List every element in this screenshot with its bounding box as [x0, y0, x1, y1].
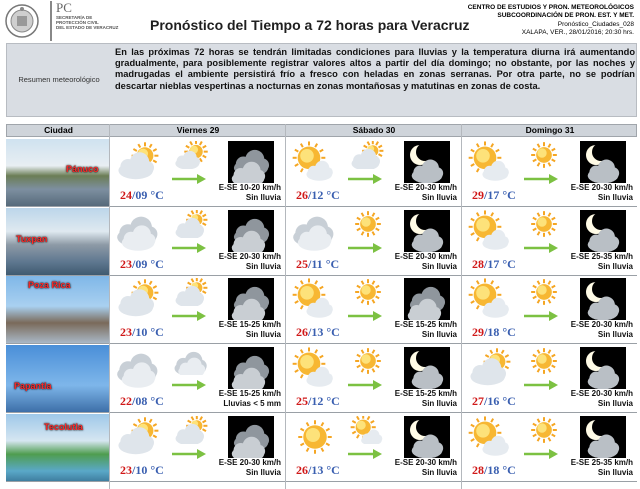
cloudy-icon — [290, 210, 340, 252]
city-photo — [6, 276, 109, 343]
day-forecast-cell — [461, 345, 637, 412]
temp-high: 25 — [296, 257, 308, 271]
wind-text: E-SE 20-30 km/h — [394, 458, 457, 467]
wind-rain-info — [395, 320, 457, 339]
sunny-cloud-icon — [290, 278, 340, 320]
city-name: Pánuco — [66, 164, 99, 174]
cloudy-icon — [114, 347, 164, 389]
temp-separator: / — [484, 325, 488, 339]
temp-high: 25 — [296, 394, 308, 408]
temp-low: 18 — [487, 463, 500, 477]
temp-low: 17 — [487, 188, 500, 202]
city-photo — [6, 208, 109, 275]
temp-low: 09 — [135, 257, 148, 271]
city-name: Poza Rica — [28, 280, 71, 290]
agency-short: PC — [56, 0, 72, 15]
arrow-right-icon — [348, 377, 382, 387]
partly-cloudy-icon — [172, 278, 212, 306]
temp-high: 23 — [120, 257, 132, 271]
wind-rain-info — [395, 389, 457, 408]
agency-logo — [50, 1, 120, 41]
moon-cloud-icon — [580, 278, 626, 320]
temp-high: 26 — [296, 188, 308, 202]
rain-text: Sin lluvia — [245, 329, 281, 339]
agency-line-2: PROTECCIÓN CIVIL — [56, 20, 99, 25]
temp-unit: °C — [150, 394, 164, 408]
wind-rain-info — [571, 458, 633, 477]
temp-high: 26 — [296, 325, 308, 339]
moon-cloud-icon — [580, 347, 626, 389]
temp-unit: °C — [150, 257, 164, 271]
day-forecast-cell — [461, 139, 637, 206]
rain-text: Sin lluvia — [421, 467, 457, 477]
temperature — [296, 325, 340, 340]
moon-cloud-icon — [580, 210, 626, 252]
partly-cloudy-icon — [466, 347, 516, 389]
temp-low: 16 — [487, 394, 500, 408]
wind-text: E-SE 20-30 km/h — [218, 252, 281, 261]
column-header-city: Ciudad — [44, 125, 73, 135]
arrow-right-icon — [172, 308, 206, 318]
temp-unit: °C — [502, 257, 516, 271]
temp-low: 10 — [135, 463, 148, 477]
sunny-icon — [524, 210, 564, 238]
temp-low: 08 — [135, 394, 148, 408]
wind-text: E-SE 20-30 km/h — [394, 252, 457, 261]
temp-low: 12 — [311, 394, 324, 408]
page-title: Pronóstico del Tiempo a 72 horas para Veracruz — [150, 17, 470, 33]
temp-low: 12 — [311, 188, 324, 202]
wind-rain-info — [219, 389, 281, 408]
wind-text: E-SE 20-30 km/h — [570, 320, 633, 329]
arrow-right-icon — [524, 446, 558, 456]
sunny-icon — [290, 416, 340, 458]
temp-unit: °C — [150, 463, 164, 477]
arrow-right-icon — [348, 308, 382, 318]
temp-high: 27 — [472, 394, 484, 408]
arrow-right-icon — [172, 446, 206, 456]
rain-text: Sin lluvia — [421, 398, 457, 408]
city-photo — [6, 414, 109, 481]
sunny-icon — [348, 347, 388, 375]
moon-cloud-icon — [404, 141, 450, 183]
wind-text: E-SE 25-35 km/h — [570, 458, 633, 467]
temp-low: 10 — [135, 325, 148, 339]
temp-low: 17 — [487, 257, 500, 271]
cloudy-night-icon — [404, 278, 450, 320]
rain-text: Sin lluvia — [597, 329, 633, 339]
temperature — [296, 463, 340, 478]
temp-unit: °C — [502, 463, 516, 477]
column-divider — [109, 124, 110, 489]
temp-high: 28 — [472, 463, 484, 477]
temp-separator: / — [132, 463, 136, 477]
day-forecast-cell — [461, 414, 637, 481]
sunny-icon — [348, 210, 388, 238]
temp-separator: / — [132, 257, 136, 271]
partly-cloudy-icon — [114, 416, 164, 458]
arrow-right-icon — [524, 171, 558, 181]
wind-text: E-SE 10-20 km/h — [218, 183, 281, 192]
day-forecast-cell — [461, 276, 637, 343]
sunny-cloud-icon — [290, 347, 340, 389]
temp-separator: / — [308, 188, 312, 202]
rain-text: Lluvias < 5 mm — [223, 398, 281, 408]
temp-low: 18 — [487, 325, 500, 339]
rain-text: Sin lluvia — [421, 329, 457, 339]
table-row — [6, 208, 637, 276]
wind-rain-info — [219, 458, 281, 477]
temp-separator: / — [132, 188, 136, 202]
cloudy-icon — [114, 210, 164, 252]
temperature — [120, 325, 164, 340]
temp-unit: °C — [325, 257, 340, 271]
wind-text: E-SE 20-30 km/h — [570, 183, 633, 192]
cloudy-night-icon — [228, 141, 274, 183]
wind-rain-info — [571, 320, 633, 339]
wind-rain-info — [219, 320, 281, 339]
city-name: Tecolutla — [44, 422, 83, 432]
wind-text: E-SE 20-30 km/h — [570, 389, 633, 398]
institution-line-4: XALAPA, VER., 28/01/2016; 20:30 hrs. — [521, 29, 634, 37]
sunny-icon — [524, 416, 564, 444]
city-name: Tuxpan — [16, 234, 48, 244]
day-forecast-cell — [285, 345, 461, 412]
table-row — [6, 139, 637, 207]
arrow-right-icon — [348, 240, 382, 250]
day-forecast-cell — [109, 345, 285, 412]
arrow-right-icon — [172, 171, 206, 181]
sunny-cloud-icon — [466, 278, 516, 320]
temp-high: 28 — [472, 257, 484, 271]
wind-text: E-SE 15-25 km/h — [394, 389, 457, 398]
city-photo — [6, 345, 109, 412]
cloudy-night-icon — [228, 278, 274, 320]
temp-unit: °C — [502, 325, 516, 339]
temp-separator: / — [308, 463, 312, 477]
temperature — [472, 325, 516, 340]
day-forecast-cell — [285, 276, 461, 343]
rain-text: Sin lluvia — [597, 398, 633, 408]
temp-low: 11 — [311, 257, 323, 271]
temp-unit: °C — [326, 325, 340, 339]
column-header-day-2: Sábado 30 — [352, 125, 396, 135]
city-name: Papantla — [14, 381, 52, 391]
column-divider — [285, 124, 286, 489]
cloudy-night-icon — [228, 210, 274, 252]
moon-cloud-icon — [580, 416, 626, 458]
wind-rain-info — [395, 458, 457, 477]
arrow-right-icon — [172, 377, 206, 387]
partly-cloudy-icon — [114, 278, 164, 320]
temperature — [472, 257, 516, 272]
temperature — [472, 188, 516, 203]
temp-separator: / — [484, 463, 488, 477]
institution-line-2: SUBCOORDINACIÓN DE PRON. EST. Y MET. — [497, 12, 634, 20]
temp-high: 26 — [296, 463, 308, 477]
table-row — [6, 345, 637, 413]
temp-low: 13 — [311, 325, 324, 339]
temp-unit: °C — [326, 463, 340, 477]
sunny-cloud-icon — [466, 210, 516, 252]
temp-high: 22 — [120, 394, 132, 408]
temperature — [120, 257, 164, 272]
day-forecast-cell — [109, 414, 285, 481]
temperature — [120, 463, 164, 478]
rain-text: Sin lluvia — [245, 192, 281, 202]
temperature — [296, 394, 340, 409]
column-divider — [461, 124, 462, 489]
temp-separator: / — [132, 394, 136, 408]
temp-separator: / — [484, 257, 488, 271]
rain-text: Sin lluvia — [245, 467, 281, 477]
arrow-right-icon — [348, 171, 382, 181]
temp-unit: °C — [150, 188, 164, 202]
rain-text: Sin lluvia — [421, 192, 457, 202]
day-forecast-cell — [285, 208, 461, 275]
wind-rain-info — [571, 389, 633, 408]
moon-cloud-icon — [404, 347, 450, 389]
temp-unit: °C — [326, 188, 340, 202]
day-forecast-cell — [109, 139, 285, 206]
wind-rain-info — [395, 252, 457, 271]
cloudy-icon — [172, 347, 212, 375]
agency-line-3: DEL ESTADO DE VERACRUZ — [56, 25, 119, 30]
day-forecast-cell — [285, 139, 461, 206]
arrow-right-icon — [172, 240, 206, 250]
arrow-right-icon — [524, 240, 558, 250]
cloudy-night-icon — [228, 347, 274, 389]
temp-high: 29 — [472, 325, 484, 339]
institution-line-1: CENTRO DE ESTUDIOS Y PRON. METEOROLÓGICOS — [467, 4, 634, 11]
agency-line-1: SECRETARÍA DE — [56, 15, 93, 20]
day-forecast-cell — [461, 208, 637, 275]
sunny-icon — [524, 347, 564, 375]
temperature — [120, 188, 164, 203]
temperature — [120, 394, 164, 409]
table-row — [6, 276, 637, 344]
partly-cloudy-icon — [172, 416, 212, 444]
wind-text: E-SE 15-25 km/h — [218, 320, 281, 329]
partly-cloudy-icon — [348, 141, 388, 169]
temp-separator: / — [132, 325, 136, 339]
wind-text: E-SE 25-35 km/h — [570, 252, 633, 261]
city-photo — [6, 139, 109, 206]
arrow-right-icon — [524, 308, 558, 318]
cloudy-night-icon — [228, 416, 274, 458]
temperature — [296, 188, 340, 203]
arrow-right-icon — [348, 446, 382, 456]
partly-cloudy-icon — [172, 210, 212, 238]
temp-separator: / — [308, 257, 312, 271]
wind-text: E-SE 20-30 km/h — [218, 458, 281, 467]
summary-text: En las próximas 72 horas se tendrán limitadas condiciones para lluvias y la temperatura diurna irá aumentando gradualmente, para posiblemente registrar valores altos a partir del día domingo; no obstante, por las noches y madrugadas el ambiente persistirá frío a fresco con heladas en zonas serranas. Por otra parte, no se podrían descartar nieblas vespertinas a nocturnas en zonas montañosas y matutinas en zonas de costa. — [115, 47, 635, 91]
institution-line-3: Pronóstico_Ciudades_028 — [557, 20, 634, 28]
sunny-icon — [524, 141, 564, 169]
rain-text: Sin lluvia — [421, 261, 457, 271]
table-header — [6, 124, 637, 137]
partly-cloudy-icon — [114, 141, 164, 183]
temp-separator: / — [308, 394, 312, 408]
wind-text: E-SE 15-25 km/h — [218, 389, 281, 398]
sunny-cloud-icon — [348, 416, 388, 444]
day-forecast-cell — [109, 276, 285, 343]
sunny-icon — [524, 278, 564, 306]
temperature — [472, 463, 516, 478]
summary-label: Resumen meteorológico — [18, 75, 100, 84]
sunny-icon — [348, 278, 388, 306]
temp-unit: °C — [502, 394, 516, 408]
rain-text: Sin lluvia — [597, 192, 633, 202]
institution-block — [468, 4, 634, 38]
wind-rain-info — [395, 183, 457, 202]
wind-rain-info — [571, 252, 633, 271]
moon-cloud-icon — [404, 210, 450, 252]
moon-cloud-icon — [580, 141, 626, 183]
temperature — [472, 394, 516, 409]
wind-rain-info — [571, 183, 633, 202]
temp-low: 13 — [311, 463, 324, 477]
table-row — [6, 414, 637, 482]
wind-text: E-SE 20-30 km/h — [394, 183, 457, 192]
arrow-right-icon — [524, 377, 558, 387]
rain-text: Sin lluvia — [245, 261, 281, 271]
temp-unit: °C — [502, 188, 516, 202]
temp-high: 29 — [472, 188, 484, 202]
rain-text: Sin lluvia — [597, 467, 633, 477]
temp-high: 23 — [120, 325, 132, 339]
temperature — [296, 257, 339, 272]
day-forecast-cell — [109, 208, 285, 275]
summary-panel — [6, 43, 637, 117]
day-forecast-cell — [285, 414, 461, 481]
column-header-day-3: Domingo 31 — [525, 125, 575, 135]
temp-separator: / — [484, 394, 488, 408]
wind-text: E-SE 15-25 km/h — [394, 320, 457, 329]
temp-unit: °C — [326, 394, 340, 408]
temp-high: 24 — [120, 188, 132, 202]
moon-cloud-icon — [404, 416, 450, 458]
temp-unit: °C — [150, 325, 164, 339]
column-header-day-1: Viernes 29 — [176, 125, 220, 135]
temp-low: 09 — [135, 188, 148, 202]
temp-high: 23 — [120, 463, 132, 477]
sunny-cloud-icon — [466, 141, 516, 183]
page-header — [0, 0, 640, 42]
rain-text: Sin lluvia — [597, 261, 633, 271]
wind-rain-info — [219, 183, 281, 202]
cloudy-sun-icon — [172, 141, 212, 169]
temp-separator: / — [484, 188, 488, 202]
sunny-cloud-icon — [290, 141, 340, 183]
state-seal-icon — [4, 2, 40, 40]
temp-separator: / — [308, 325, 312, 339]
sunny-cloud-icon — [466, 416, 516, 458]
wind-rain-info — [219, 252, 281, 271]
